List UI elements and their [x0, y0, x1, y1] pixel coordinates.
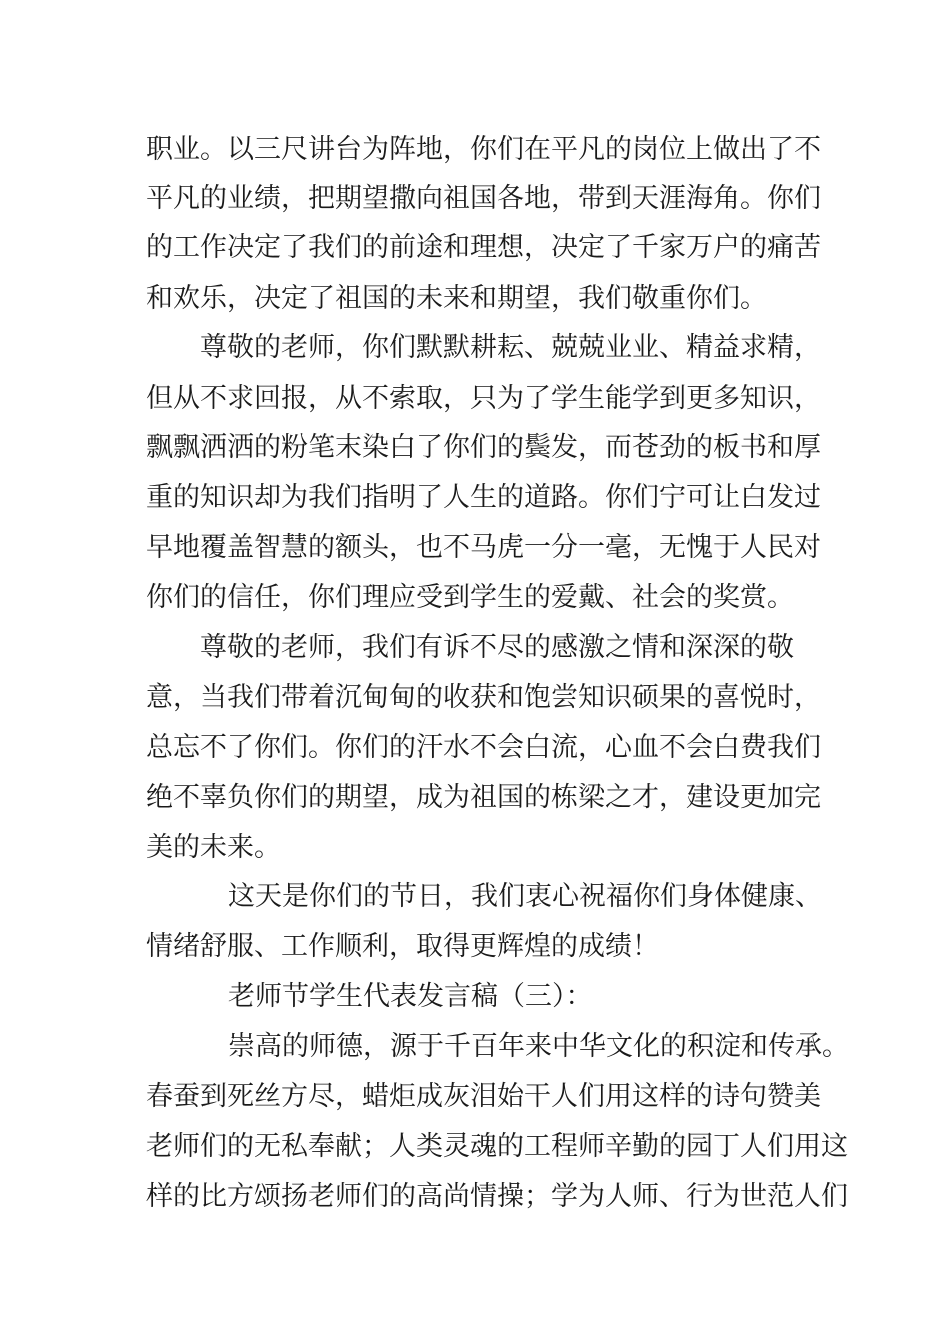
text-line: 但从不求回报，从不索取，只为了学生能学到更多知识， — [146, 383, 821, 414]
text-line: 重的知识却为我们指明了人生的道路。你们宁可让白发过 — [146, 482, 821, 513]
text-line: 职业。以三尺讲台为阵地，你们在平凡的岗位上做出了不 — [146, 134, 821, 165]
text-line: 的工作决定了我们的前途和理想，决定了千家万户的痛苦 — [146, 232, 821, 263]
paragraph-start-line: 这天是你们的节日，我们衷心祝福你们身体健康、 — [228, 881, 822, 912]
text-line: 总忘不了你们。你们的汗水不会白流，心血不会白费我们 — [146, 732, 821, 763]
paragraph-start-line: 崇高的师德，源于千百年来中华文化的积淀和传承。 — [228, 1031, 849, 1062]
text-line: 飘飘洒洒的粉笔末染白了你们的鬓发，而苍劲的板书和厚 — [146, 432, 821, 463]
paragraph-start-line: 尊敬的老师，你们默默耕耘、兢兢业业、精益求精， — [200, 332, 821, 363]
text-line: 意，当我们带着沉甸甸的收获和饱尝知识硕果的喜悦时， — [146, 682, 821, 713]
text-line: 情绪舒服、工作顺利，取得更辉煌的成绩！ — [146, 931, 659, 962]
text-line: 和欢乐，决定了祖国的未来和期望，我们敬重你们。 — [146, 283, 767, 314]
text-line: 春蚕到死丝方尽，蜡炬成灰泪始干人们用这样的诗句赞美 — [146, 1081, 821, 1112]
text-line: 平凡的业绩，把期望撒向祖国各地，带到天涯海角。你们 — [146, 183, 821, 214]
paragraph-start-line: 尊敬的老师，我们有诉不尽的感激之情和深深的敬 — [200, 632, 794, 663]
text-line: 老师们的无私奉献；人类灵魂的工程师辛勤的园丁人们用这 — [146, 1131, 848, 1162]
text-line: 早地覆盖智慧的额头，也不马虎一分一毫，无愧于人民对 — [146, 532, 821, 563]
text-line: 样的比方颂扬老师们的高尚情操；学为人师、行为世范人们 — [146, 1181, 848, 1212]
text-line: 绝不辜负你们的期望，成为祖国的栋梁之才，建设更加完 — [146, 782, 821, 813]
section-heading: 老师节学生代表发言稿（三）： — [228, 981, 593, 1012]
text-line: 美的未来。 — [146, 832, 281, 863]
text-line: 你们的信任，你们理应受到学生的爱戴、社会的奖赏。 — [146, 582, 794, 613]
